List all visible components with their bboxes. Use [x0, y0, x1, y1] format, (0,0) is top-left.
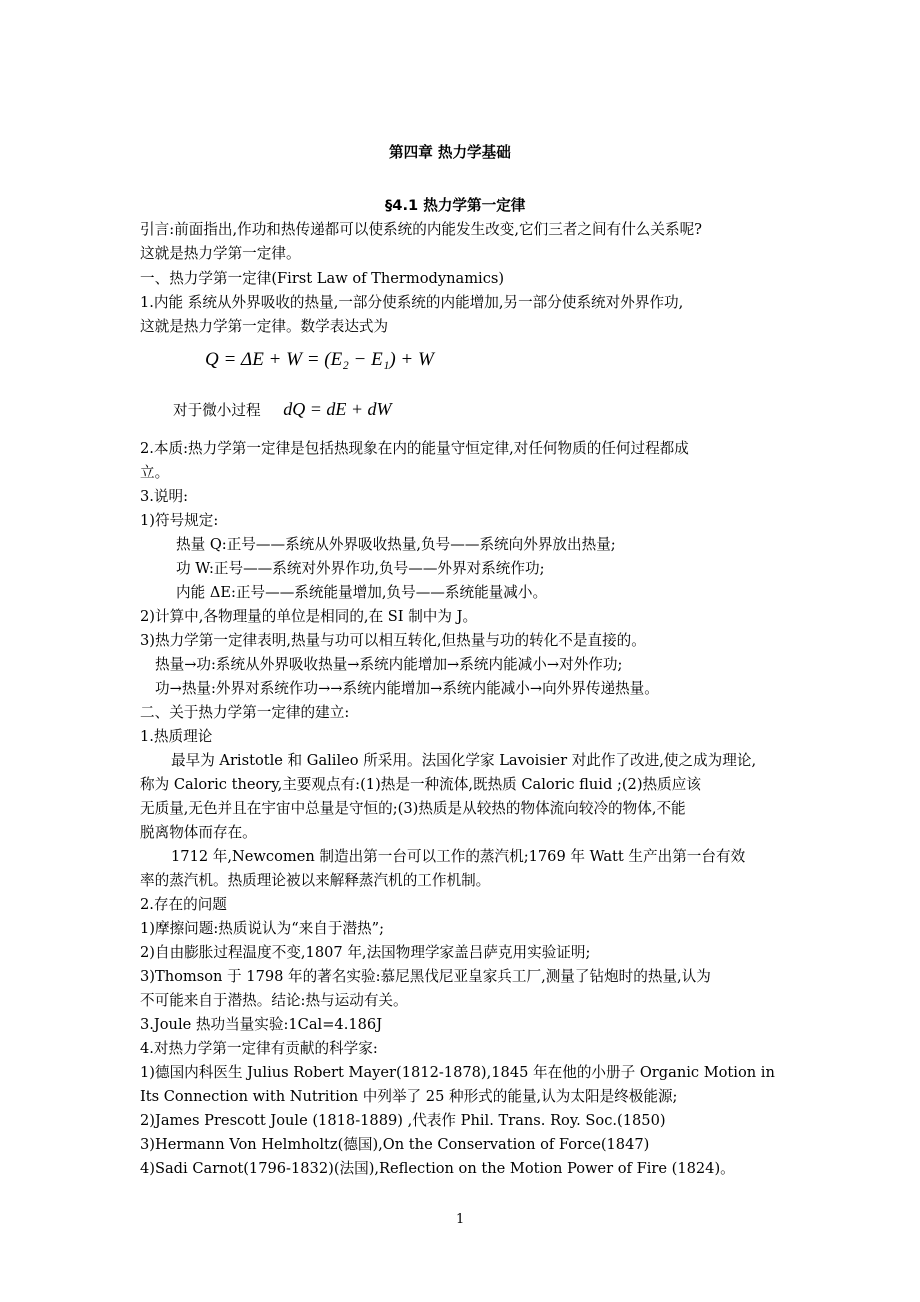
intro-line: 引言:前面指出,作功和热传递都可以使系统的内能发生改变,它们三者之间有什么关系呢?: [140, 221, 702, 238]
sub3-line: 3)热力学第一定律表明,热量与功可以相互转化,但热量与功的转化不是直接的。: [140, 632, 646, 649]
formula-small-row: [173, 397, 392, 423]
caloric-line: 最早为 Aristotle 和 Galileo 所采用。法国化学家 Lavoisier 对此作了改进,使之成为理论,: [171, 752, 757, 769]
scientist-line: Its Connection with Nutrition 中列举了 25 种形式的能量,认为太阳是终极能源;: [140, 1088, 678, 1105]
item1-line: 1.内能 系统从外界吸收的热量,一部分使系统的内能增加,另一部分使系统对外界作功,: [140, 294, 684, 311]
formula-main: Q = ΔE + W = (E₂ − E₁) + W: [205, 349, 434, 370]
item2-line: 立。: [140, 464, 170, 481]
scientist-line: 2)James Prescott Joule (1818-1889) ,代表作 Phil. Trans. Roy. Soc.(1850): [140, 1112, 666, 1129]
scientist-line: 4)Sadi Carnot(1796-1832)(法国),Reflection on the Motion Power of Fire (1824)。: [140, 1160, 735, 1177]
intro-line: 这就是热力学第一定律。: [140, 245, 301, 262]
problem-line: 2)自由膨胀过程温度不变,1807 年,法国物理学家盖吕萨克用实验证明;: [140, 944, 591, 961]
section-title: §4.1 热力学第一定律: [385, 197, 526, 214]
sign-rule: 内能 ΔE:正号——系统能量增加,负号——系统能量减小。: [176, 584, 548, 601]
sub2-line: 2)计算中,各物理量的单位是相同的,在 SI 制中为 J。: [140, 608, 478, 625]
caloric-line: 称为 Caloric theory,主要观点有:(1)热是一种流体,既热质 Caloric fluid ;(2)热质应该: [140, 776, 701, 793]
conversion-line: 功→热量:外界对系统作功→→系统内能增加→系统内能减小→向外界传递热量。: [155, 680, 659, 697]
item1-line: 这就是热力学第一定律。数学表达式为: [140, 318, 389, 335]
part2-heading: 二、关于热力学第一定律的建立:: [140, 704, 350, 721]
problem-line: 1)摩擦问题:热质说认为“来自于潜热”;: [140, 920, 385, 937]
joule-line: 3.Joule 热功当量实验:1Cal=4.186J: [140, 1016, 383, 1033]
chapter-title: 第四章 热力学基础: [389, 144, 511, 161]
item2-line: 2.本质:热力学第一定律是包括热现象在内的能量守恒定律,对任何物质的任何过程都成: [140, 440, 689, 457]
steam-line: 率的蒸汽机。热质理论被以来解释蒸汽机的工作机制。: [140, 872, 491, 889]
problem-line: 不可能来自于潜热。结论:热与运动有关。: [140, 992, 408, 1009]
scientist-line: 3)Hermann Von Helmholtz(德国),On the Conservation of Force(1847): [140, 1136, 650, 1153]
steam-line: 1712 年,Newcomen 制造出第一台可以工作的蒸汽机;1769 年 Watt 生产出第一台有效: [171, 848, 746, 865]
conversion-line: 热量→功:系统从外界吸收热量→系统内能增加→系统内能减小→对外作功;: [155, 656, 623, 673]
problems-heading: 2.存在的问题: [140, 896, 227, 913]
problem-line: 3)Thomson 于 1798 年的著名实验:慕尼黑伐尼亚皇家兵工厂,测量了钻炮时的热量,认为: [140, 968, 711, 985]
sign-rule: 功 W:正号——系统对外界作功,负号——外界对系统作功;: [176, 560, 545, 577]
formula-small: dQ = dE + dW: [283, 399, 392, 419]
sign-rule: 热量 Q:正号——系统从外界吸收热量,负号——系统向外界放出热量;: [176, 536, 616, 553]
caloric-line: 脱离物体而存在。: [140, 824, 257, 841]
caloric-line: 无质量,无色并且在宇宙中总量是守恒的;(3)热质是从较热的物体流向较冷的物体,不能: [140, 800, 686, 817]
page-number: 1: [456, 1212, 465, 1227]
part1-heading: 一、热力学第一定律(First Law of Thermodynamics): [140, 270, 505, 287]
scientists-heading: 4.对热力学第一定律有贡献的科学家:: [140, 1040, 378, 1057]
formula-small-label: 对于微小过程: [173, 402, 261, 419]
caloric-heading: 1.热质理论: [140, 728, 213, 745]
sub1-heading: 1)符号规定:: [140, 512, 219, 529]
scientist-line: 1)德国内科医生 Julius Robert Mayer(1812-1878),1845 年在他的小册子 Organic Motion in: [140, 1064, 775, 1081]
item3-heading: 3.说明:: [140, 488, 189, 505]
